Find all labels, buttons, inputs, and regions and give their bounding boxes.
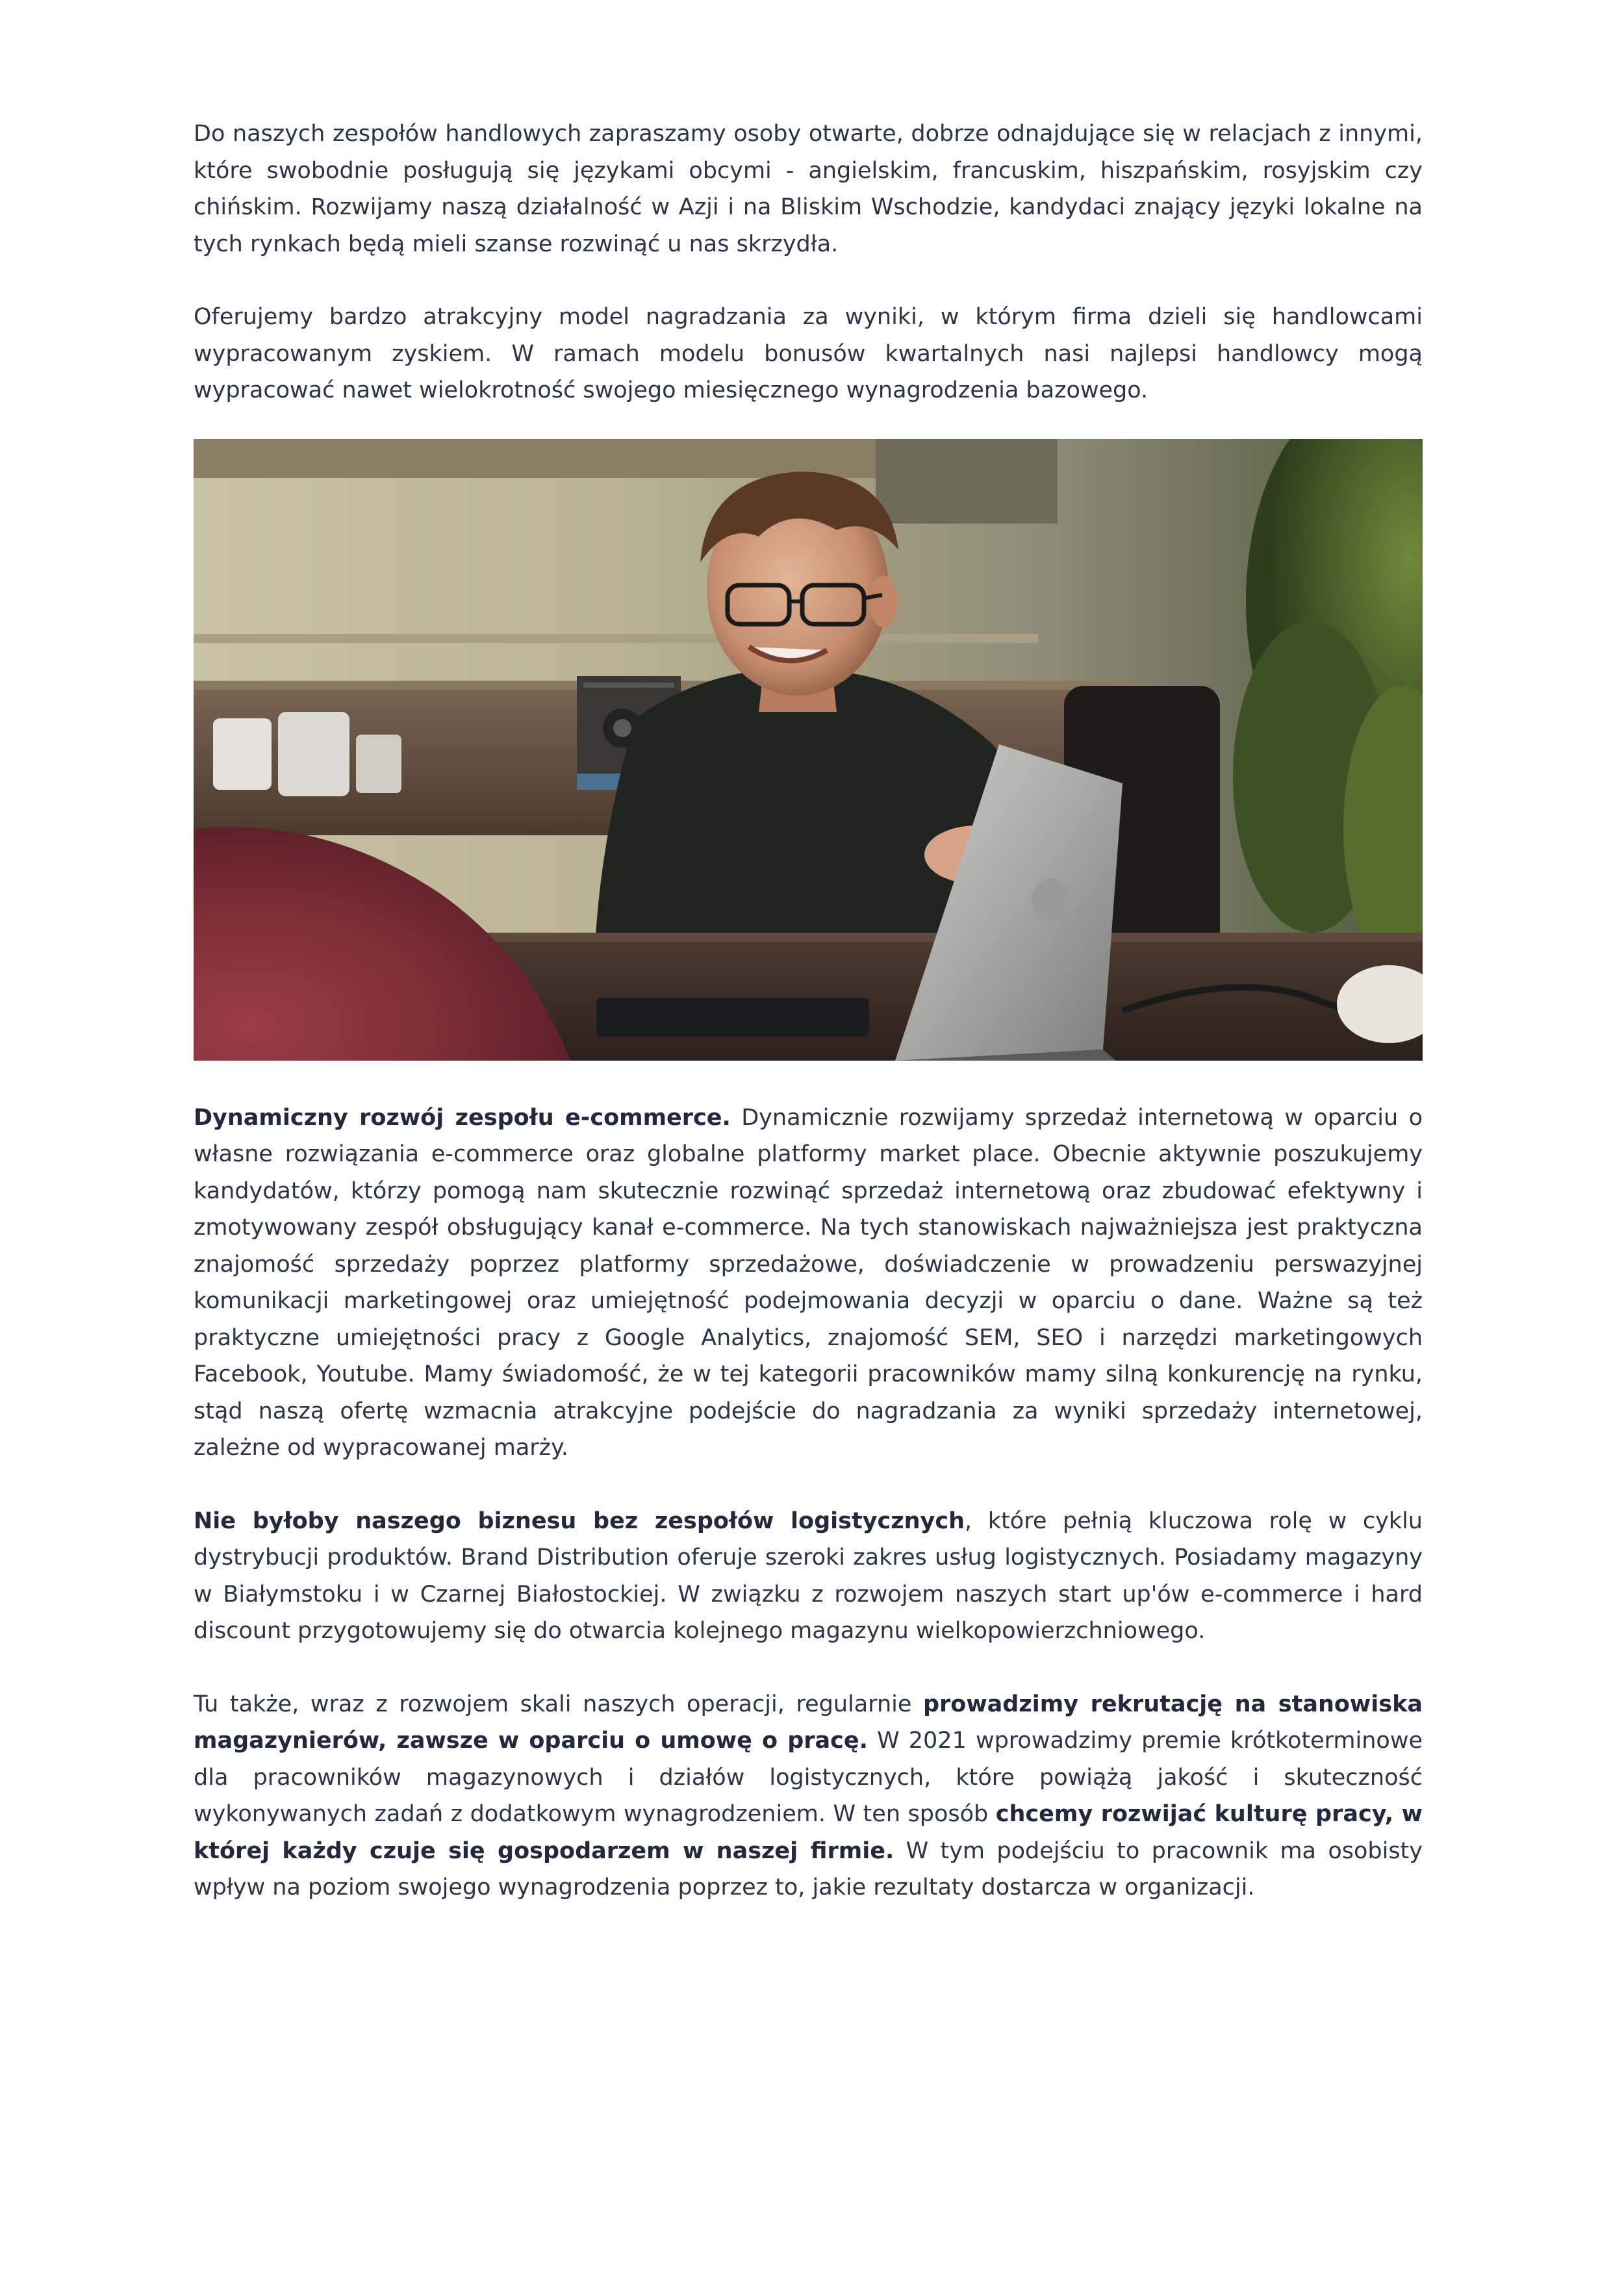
ecommerce-text: Dynamicznie rozwijamy sprzedaż internetową w oparciu o własne rozwiązania e-commerce oraz globalne platformy market place. Obecnie aktywnie poszukujemy kandydatów, którzy pomogą nam skutecznie rozwinąć sprzedaż internetową oraz zbudować efektywny i zmotywowany zespół obsługujący kanał e-commerce. Na tych stanowiskach najważniejsza jest praktyczna znajomość sprzedaży poprzez platformy sprzedażowe, doświadczenie w prowadzeniu perswazyjnej komunikacji marketingowej oraz umiejętność podejmowania decyzji w oparciu o dane. Ważne są też praktyczne umiejętności pracy z Google Analytics, znajomość SEM, SEO i narzędzi marketingowych Facebook, Youtube. Mamy świadomość, że w tej kategorii pracowników mamy silną konkurencję na rynku, stąd naszą ofertę wzmacnia atrakcyjne podejście do nagradzania za wyniki sprzedaży internetowej, zależne od wypracowanej marży. <box>194 1104 1423 1461</box>
paragraph-logistics <box>194 1503 1423 1650</box>
warehouse-text-1: Tu także, wraz z rozwojem skali naszych operacji, regularnie <box>194 1691 923 1717</box>
paragraph-languages: Do naszych zespołów handlowych zapraszamy osoby otwarte, dobrze odnajdujące się w relacjach z innymi, które swobodnie posługują się językami obcymi - angielskim, francuskim, hiszpańskim, rosyjskim czy chińskim. Rozwijamy naszą działalność w Azji i na Bliskim Wschodzie, kandydaci znający języki lokalne na tych rynkach będą mieli szanse rozwinąć u nas skrzydła. <box>194 121 1423 257</box>
logistics-heading: Nie byłoby naszego biznesu bez zespołów logistycznych <box>194 1508 965 1534</box>
office-photo <box>194 439 1423 1061</box>
ecommerce-heading: Dynamiczny rozwój zespołu e-commerce. <box>194 1104 731 1131</box>
warehouse-text-3: W tym podejściu to pracownik ma osobisty wpływ na poziom swojego wynagrodzenia poprzez to, jakie rezultaty dostarcza w organizacji. <box>194 1837 1423 1900</box>
logistics-text: , które pełnią kluczowa rolę w cyklu dystrybucji produktów. Brand Distribution oferuje szeroki zakres usług logistycznych. Posiadamy magazyny w Białymstoku i w Czarnej Białostockiej. W związku z rozwojem naszych start up'ów e-commerce i hard discount przygotowujemy się do otwarcia kolejnego magazynu wielkopowierzchniowego. <box>194 1508 1423 1644</box>
paragraph-warehouse <box>194 1686 1423 1906</box>
warehouse-bold-1: prowadzimy rekrutację na stanowiska magazynierów, zawsze w oparciu o umowę o pracę. <box>194 1691 1423 1754</box>
paragraph-ecommerce <box>194 1100 1423 1467</box>
document-content <box>194 116 1423 1906</box>
paragraph-rewards: Oferujemy bardzo atrakcyjny model nagradzania za wyniki, w którym firma dzieli się handlowcami wypracowanym zyskiem. W ramach modelu bonusów kwartalnych nasi najlepsi handlowcy mogą wypracować nawet wielokrotność swojego miesięcznego wynagrodzenia bazowego. <box>194 304 1423 403</box>
warehouse-bold-2: chcemy rozwijać kulturę pracy, w której każdy czuje się gospodarzem w naszej firmie. <box>194 1801 1423 1864</box>
warehouse-text-2: W 2021 wprowadzimy premie krótkoterminowe dla pracowników magazynowych i działów logistycznych, które powiążą jakość i skuteczność wykonywanych zadań z dodatkowym wynagrodzeniem. W ten sposób <box>194 1728 1423 1827</box>
